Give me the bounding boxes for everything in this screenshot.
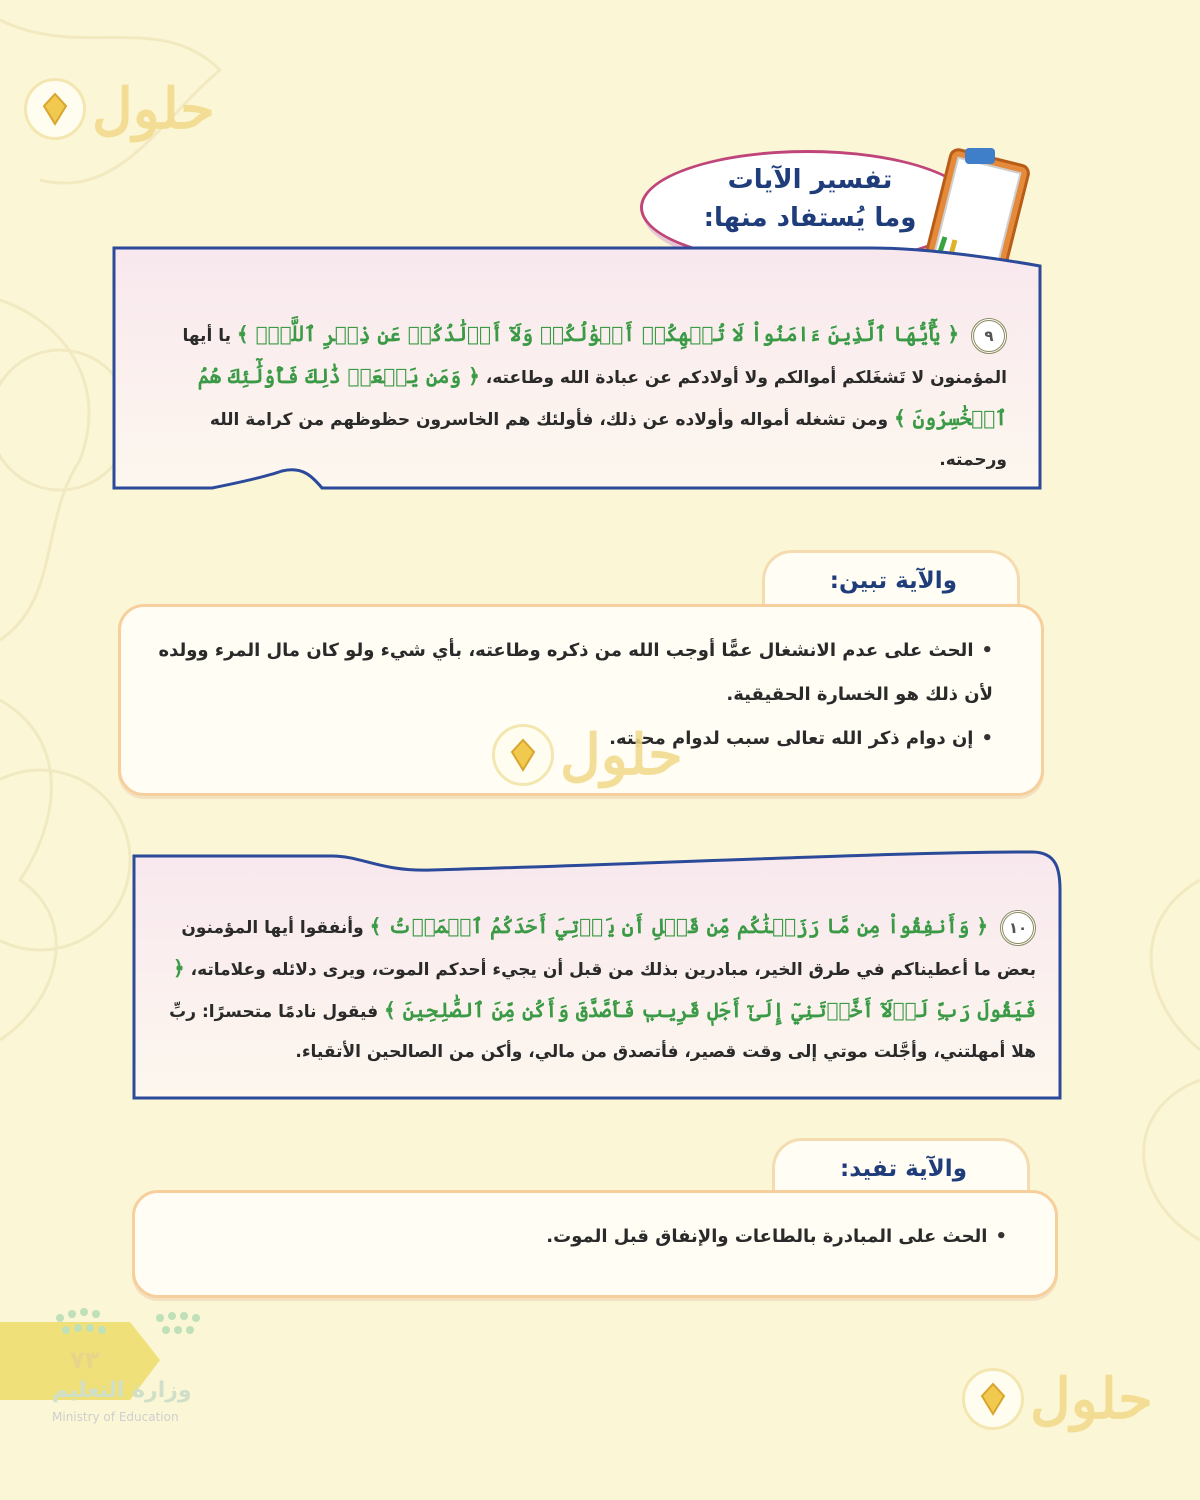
tafsir-text: يا أيها المؤمنون لا تَشغَلكم أموالكم ولا أولادكم عن عبادة الله وطاعته، (182, 326, 1007, 388)
list-item: •الحث على المبادرة بالطاعات والإنفاق قبل الموت. (546, 1226, 1007, 1247)
quran-verse: ﴿ وَمَن يَفۡعَلۡ ذَٰلِكَ فَأُوْلَٰٓئِكَ هُمُ ٱلۡخَٰسِرُونَ ﴾ (197, 364, 1007, 430)
benefits-list (135, 1193, 1055, 1259)
quran-verse: ﴿ فَيَقُولَ رَبِّ لَوۡلَآ أَخَّرۡتَنِيٓ إِلَىٰٓ أَجَلٖ قَرِيبٖ فَأَصَّدَّقَ وَأَكُن مِّنَ ٱلصَّٰلِحِينَ ﴾ (172, 956, 1036, 1022)
logo-text: حلول (1030, 1366, 1153, 1432)
section-tab-tufid: والآية تفيد: (772, 1138, 1030, 1196)
ministry-name-ar: وزارة التعليم (52, 1378, 192, 1403)
tafsir-text: ومن تشغله أمواله وأولاده عن ذلك، فأولئك هم الخاسرون حظوظهم من كرامة الله ورحمته. (209, 410, 1007, 470)
verse-9-panel (112, 246, 1042, 490)
ministry-footer (0, 1300, 230, 1430)
verse-10-text (166, 906, 1036, 1072)
quran-verse: ﴿ وَأَنفِقُواْ مِن مَّا رَزَقۡنَٰكُم مِّن قَبۡلِ أَن يَأۡتِيَ أَحَدَكُمُ ٱلۡمَوۡتُ ﴾ (369, 914, 989, 938)
tafsir-text: فيقول نادمًا متحسرًا: ربِّ هلا أمهلتني، وأجَّلت موتي إلى وقت قصير، فأتصدق من مالي، وأكن من الصالحين الأتقياء. (169, 1002, 1036, 1062)
logo-bottom (962, 1368, 1153, 1430)
list-item: •الحث على عدم الانشغال عمًّا أوجب الله من ذكره وطاعته، بأي شيء ولو كان مال المرء وولده لأن ذلك هو الخسارة الحقيقية. (158, 640, 993, 705)
logo-watermark (492, 724, 683, 786)
section-tab-tubayyin: والآية تبين: (762, 550, 1020, 608)
logo-text: حلول (92, 76, 215, 142)
book-icon (962, 1368, 1024, 1430)
ministry-name-en: Ministry of Education (52, 1410, 179, 1424)
quran-verse: ﴿ يَٰٓأَيُّهَا ٱلَّذِينَ ءَامَنُواْ لَا تُلۡهِكُمۡ أَمۡوَٰلُكُمۡ وَلَآ أَوۡلَٰدُكُمۡ عَن ذِكۡرِ ٱللَّهِۚ ﴾ (236, 322, 960, 346)
page-title: تفسير الآيات وما يُستفاد منها: (703, 165, 917, 233)
verse-10-panel (132, 850, 1062, 1100)
logo-text: حلول (560, 722, 683, 788)
page-number: ٧٣ (70, 1346, 100, 1374)
section-box-tufid (132, 1190, 1058, 1298)
book-icon (24, 78, 86, 140)
ayah-number-badge: ١٠ (1000, 910, 1036, 946)
logo-top (24, 78, 215, 140)
verse-9-text (152, 314, 1007, 480)
list-item: •إن دوام ذكر الله تعالى سبب لدوام محبته. (609, 728, 993, 749)
tafsir-text: وأنفقوا أيها المؤمنون بعض ما أعطيناكم في طرق الخير، مبادرين بذلك من قبل أن يجيء أحدكم الموت، ويرى دلائله وعلاماته، (181, 918, 1036, 980)
ayah-number-badge: ٩ (971, 318, 1007, 354)
book-icon (492, 724, 554, 786)
